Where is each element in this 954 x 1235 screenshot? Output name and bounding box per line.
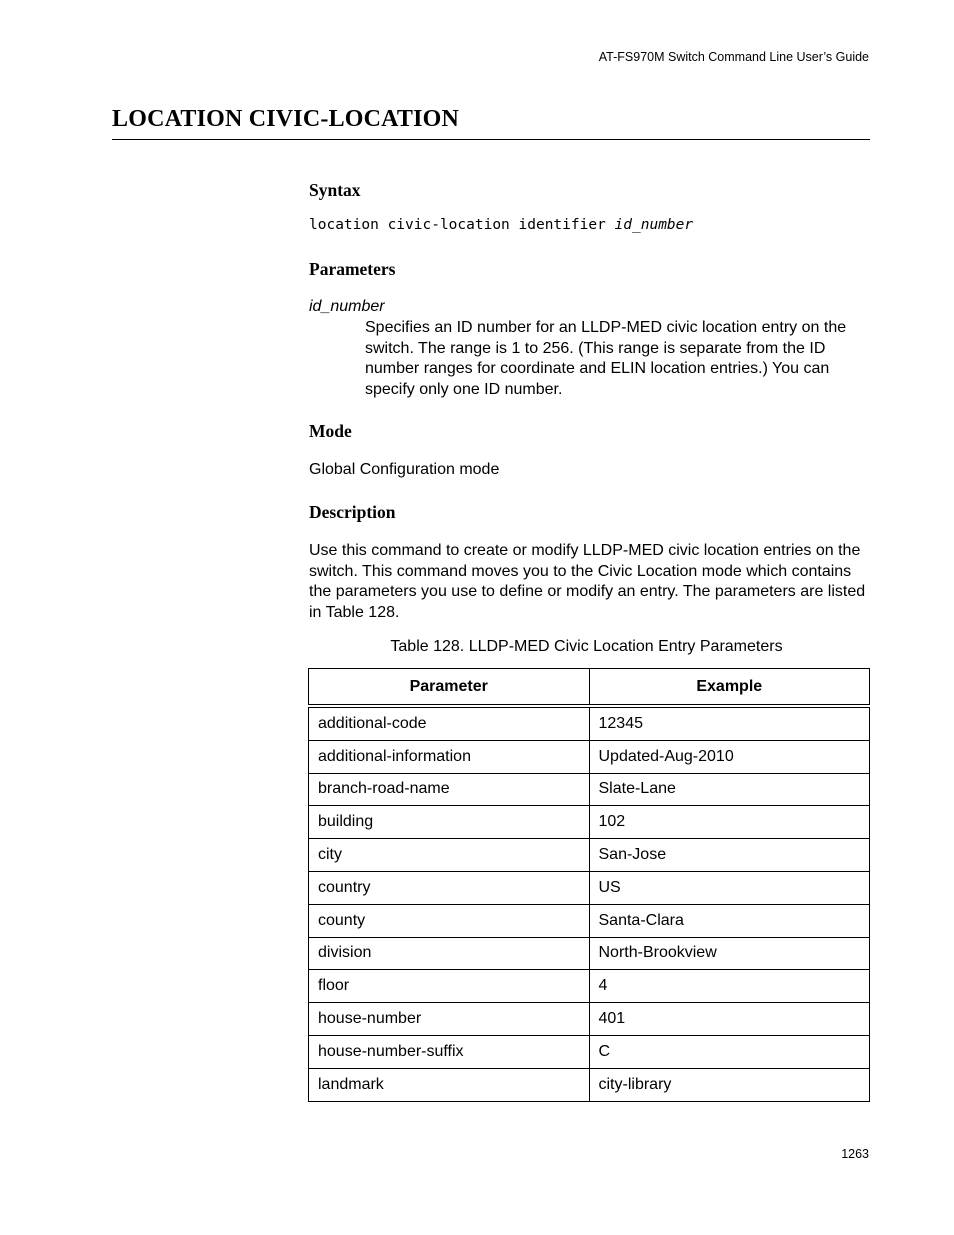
parameter-cell: house-number: [309, 1003, 590, 1036]
table-row: [309, 706, 870, 740]
example-cell: city-library: [589, 1068, 870, 1101]
parameter-cell: house-number-suffix: [309, 1035, 590, 1068]
column-header-parameter: Parameter: [309, 669, 590, 707]
parameter-cell: country: [309, 871, 590, 904]
syntax-heading: Syntax: [309, 180, 361, 200]
example-cell: Updated-Aug-2010: [589, 740, 870, 773]
parameter-cell: landmark: [309, 1068, 590, 1101]
table-header-row: [309, 669, 870, 707]
table-row: [309, 740, 870, 773]
command-argument: id_number: [614, 217, 694, 233]
parameter-cell: city: [309, 839, 590, 872]
table-row: [309, 839, 870, 872]
table-row: [309, 1003, 870, 1036]
parameters-heading: Parameters: [309, 259, 396, 279]
parameter-description: Specifies an ID number for an LLDP-MED civic location entry on the switch. The range is 1 to 256. (This range is separate from the ID number ranges for coordinate and ELIN location entries.) You can specify only one ID number.: [365, 319, 847, 398]
example-cell: Santa-Clara: [589, 904, 870, 937]
page-number: 1263: [841, 1147, 869, 1161]
parameter-cell: division: [309, 937, 590, 970]
parameter-cell: branch-road-name: [309, 773, 590, 806]
mode-heading: Mode: [309, 421, 352, 441]
column-header-example: Example: [589, 669, 870, 707]
example-cell: 102: [589, 806, 870, 839]
parameter-cell: county: [309, 904, 590, 937]
running-header: AT-FS970M Switch Command Line User’s Guide: [598, 50, 869, 64]
parameter-cell: building: [309, 806, 590, 839]
example-cell: San-Jose: [589, 839, 870, 872]
parameter-name: id_number: [309, 298, 385, 315]
example-cell: C: [589, 1035, 870, 1068]
example-cell: North-Brookview: [589, 937, 870, 970]
table-body: [309, 706, 870, 1101]
description-heading: Description: [309, 502, 396, 522]
syntax-command: [309, 217, 693, 233]
table-row: [309, 937, 870, 970]
example-cell: 4: [589, 970, 870, 1003]
example-cell: US: [589, 871, 870, 904]
table-row: [309, 970, 870, 1003]
table-row: [309, 806, 870, 839]
table-row: [309, 871, 870, 904]
example-cell: 401: [589, 1003, 870, 1036]
parameters-table: [308, 668, 870, 1102]
example-cell: 12345: [589, 706, 870, 740]
table-row: [309, 1035, 870, 1068]
command-text: location civic-location identifier: [309, 217, 606, 233]
page-title: LOCATION CIVIC-LOCATION: [112, 106, 460, 132]
table-caption: Table 128. LLDP-MED Civic Location Entry Parameters: [390, 638, 783, 655]
table-row: [309, 904, 870, 937]
title-divider: [112, 139, 870, 140]
parameter-cell: additional-code: [309, 706, 590, 740]
mode-text: Global Configuration mode: [309, 461, 500, 478]
example-cell: Slate-Lane: [589, 773, 870, 806]
parameter-cell: additional-information: [309, 740, 590, 773]
description-text: Use this command to create or modify LLDP-MED civic location entries on the switch. This command moves you to the Civic Location mode which contains the parameters you use to define or modify an entry. The parameters are listed in Table 128.: [309, 542, 866, 621]
table-row: [309, 773, 870, 806]
table-row: [309, 1068, 870, 1101]
parameter-cell: floor: [309, 970, 590, 1003]
